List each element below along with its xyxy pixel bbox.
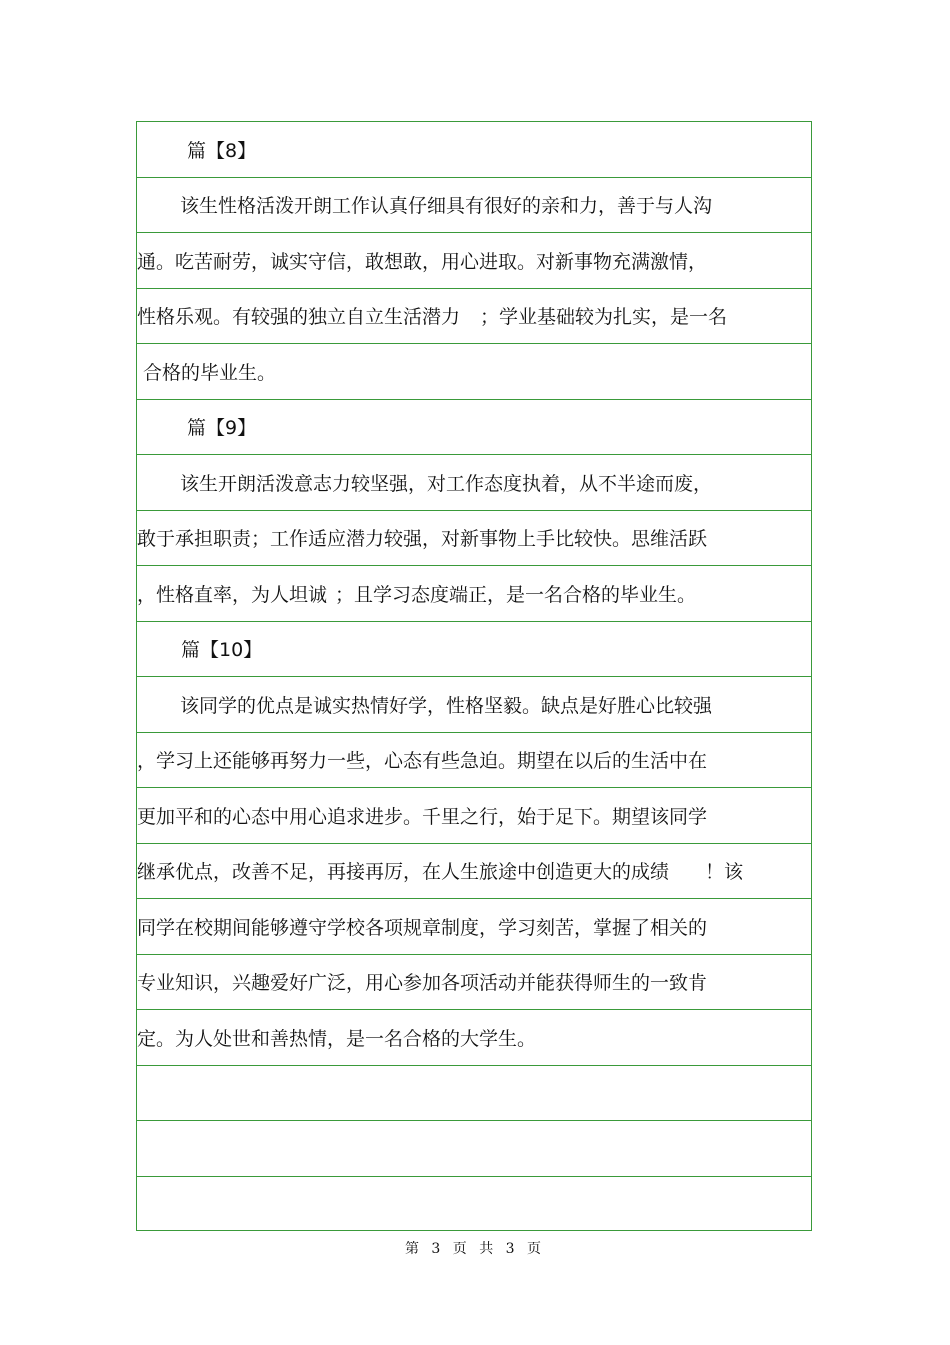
paragraph-line	[137, 955, 707, 1010]
row-13	[137, 788, 811, 844]
section-heading-9	[137, 400, 256, 455]
paragraph-line	[137, 344, 276, 399]
paragraph-line	[137, 511, 707, 566]
row-4	[137, 289, 811, 345]
paragraph-line	[137, 788, 707, 843]
row-3	[137, 233, 811, 289]
line-text: 合格的毕业生。	[137, 361, 277, 384]
row-16	[137, 955, 811, 1011]
row-10	[137, 622, 811, 678]
line-text: 专业知识，兴趣爱好广泛，用心参加各项活动并能获得师生的一致肯	[137, 972, 708, 995]
row-1	[137, 122, 811, 178]
row-11	[137, 677, 811, 733]
row-18	[137, 1066, 811, 1122]
line-text: 定。为人处世和善热情，是一名合格的大学生。	[137, 1027, 537, 1050]
line-text: 同学在校期间能够遵守学校各项规章制度，学习刻苦，掌握了相关的	[137, 916, 708, 939]
row-5	[137, 344, 811, 400]
ruled-text-box	[136, 121, 812, 1231]
paragraph-line	[137, 233, 707, 288]
line-text: ！该	[705, 861, 744, 884]
line-text: ；且学习态度端正，是一名合格的毕业生。	[335, 583, 697, 606]
heading-text: 篇【8】	[187, 139, 257, 162]
section-heading-8	[137, 122, 256, 177]
row-15	[137, 899, 811, 955]
row-8	[137, 511, 811, 567]
row-9	[137, 566, 811, 622]
paragraph-line	[137, 677, 712, 732]
paragraph-line	[137, 1010, 536, 1065]
line-text: 敢于承担职责；工作适应潜力较强，对新事物上手比较快。思维活跃	[137, 528, 708, 551]
row-6	[137, 400, 811, 456]
line-text: 继承优点，改善不足，再接再厉，在人生旅途中创造更大的成绩	[137, 861, 670, 884]
heading-text: 篇【10】	[181, 639, 263, 662]
paragraph-line	[137, 844, 743, 899]
line-text: 通。吃苦耐劳，诚实守信，敢想敢，用心进取。对新事物充满激情，	[137, 250, 708, 273]
row-17	[137, 1010, 811, 1066]
paragraph-line	[137, 899, 707, 954]
row-12	[137, 733, 811, 789]
row-7	[137, 455, 811, 511]
paragraph-line	[137, 178, 712, 233]
paragraph-line	[137, 566, 696, 621]
row-2	[137, 178, 811, 234]
line-text: 该同学的优点是诚实热情好学，性格坚毅。缺点是好胜心比较强	[180, 694, 713, 717]
row-19	[137, 1121, 811, 1177]
line-text: ；学业基础较为扎实，是一名	[480, 306, 728, 329]
section-heading-10	[137, 622, 262, 677]
row-14	[137, 844, 811, 900]
line-text: 更加平和的心态中用心追求进步。千里之行，始于足下。期望该同学	[137, 805, 708, 828]
paragraph-line	[137, 455, 712, 510]
line-text: ，学习上还能够再努力一些，心态有些急迫。期望在以后的生活中在	[137, 750, 708, 773]
row-20	[137, 1177, 811, 1233]
page-number-footer: 第 3 页 共 3 页	[404, 1241, 546, 1257]
line-text: 性格乐观。有较强的独立自立生活潜力	[137, 306, 461, 329]
heading-text: 篇【9】	[187, 417, 257, 440]
paragraph-line	[137, 289, 727, 344]
line-text: 该生性格活泼开朗工作认真仔细具有很好的亲和力，善于与人沟	[180, 195, 713, 218]
line-text: ，性格直率，为人坦诚	[137, 583, 328, 606]
paragraph-line	[137, 733, 707, 788]
line-text: 该生开朗活泼意志力较坚强，对工作态度执着，从不半途而废，	[180, 472, 713, 495]
